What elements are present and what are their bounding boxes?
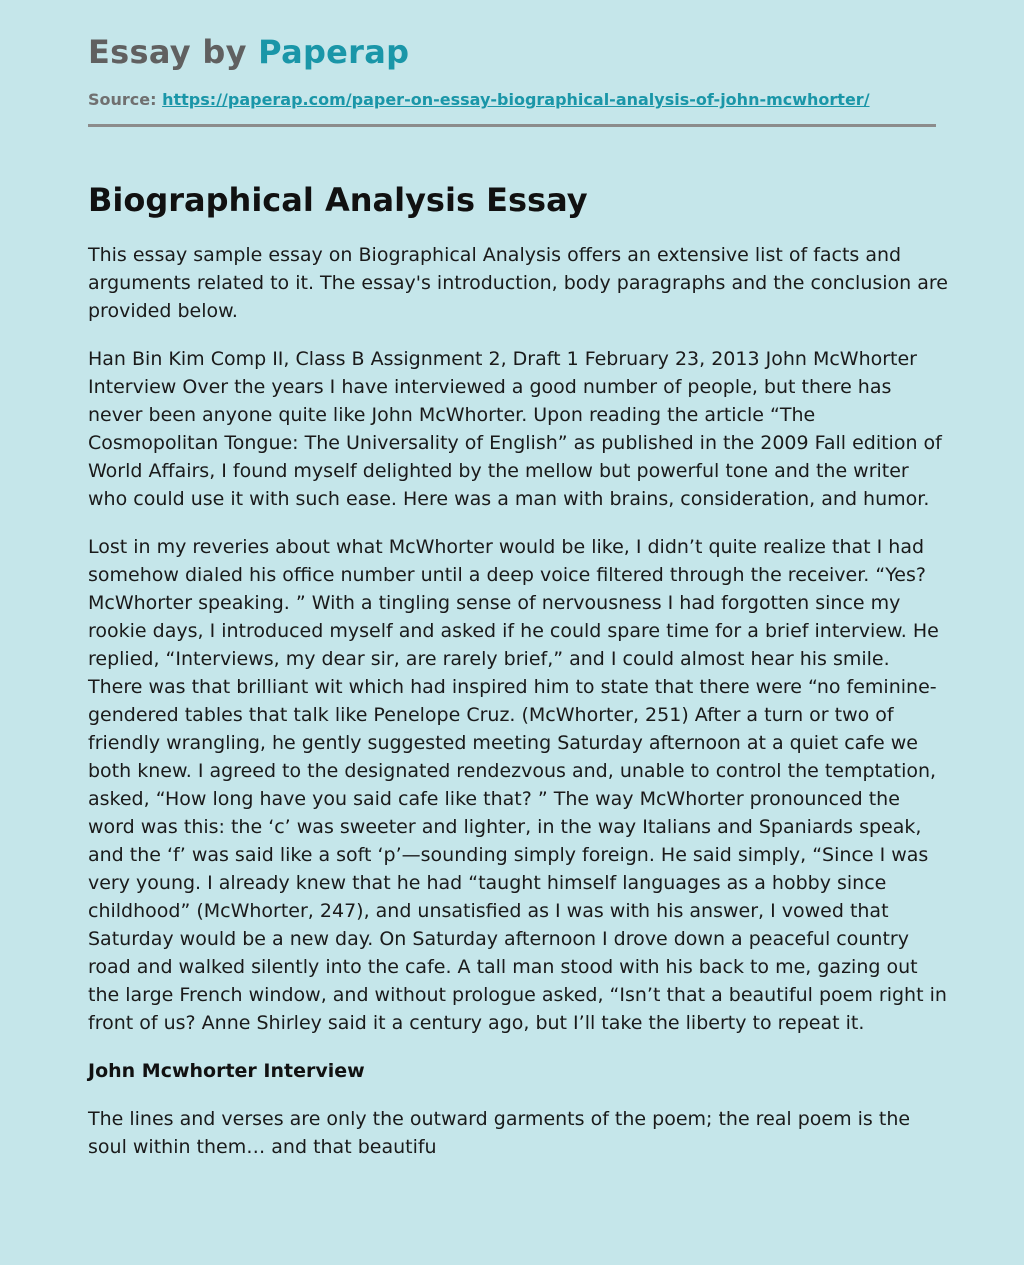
body-paragraph-1: Han Bin Kim Comp II, Class B Assignment 2, Draft 1 February 23, 2013 John McWhorter Interview Over the years I have interviewed a good number of people, but there has never been anyone quite like John McWhorter. Upon reading the article “The Cosmopolitan Tongue: The Universality of English” as published in the 2009 Fall edition of World Affairs, I found myself delighted by the mellow but powerful tone and the writer who could use it with such ease. Here was a man with brains, consideration, and humor. [88, 348, 942, 510]
brand-name: Paperap [258, 33, 410, 71]
essay-title: Biographical Analysis Essay [88, 181, 588, 219]
header-divider [88, 124, 936, 127]
source-label: Source: [88, 90, 163, 109]
source-link[interactable]: https://paperap.com/paper-on-essay-biographical-analysis-of-john-mcwhorter/ [162, 90, 870, 109]
brand-prefix: Essay by [88, 33, 259, 71]
section-heading: John Mcwhorter Interview [88, 1060, 365, 1082]
body-paragraph-3: The lines and verses are only the outward garments of the poem; the real poem is the soul within them… and that beautifu [88, 1108, 911, 1158]
body-paragraph-2: Lost in my reveries about what McWhorter would be like, I didn’t quite realize that I had somehow dialed his office number until a deep voice filtered through the receiver. “Yes? McWhorter speaking. ” With a tingling sense of nervousness I had forgotten since my rookie days, I introduced myself and asked if he could spare time for a brief interview. He replied, “Interviews, my dear sir, are rarely brief,” and I could almost hear his smile. There was that brilliant wit which had inspired him to state that there were “no feminine-gendered tables that talk like Penelope Cruz. (McWhorter, 251) After a turn or two of friendly wrangling, he gently suggested meeting Saturday afternoon at a quiet cafe we both knew. I agreed to the designated rendezvous and, unable to control the temptation, asked, “How long have you said cafe like that? ” The way McWhorter pronounced the word was this: the ‘c’ was sweeter and lighter, in the way Italians and Spaniards speak, and the ‘f’ was said like a soft ‘p’—sounding simply foreign. He said simply, “Since I was very young. I already knew that he had “taught himself languages as a hobby since childhood” (McWhorter, 247), and unsatisfied as I was with his answer, I vowed that Saturday would be a new day. On Saturday afternoon I drove down a peaceful country road and walked silently into the cafe. A tall man stood with his back to me, gazing out the large French window, and without prologue asked, “Isn’t that a beautiful poem right in front of us? Anne Shirley said it a century ago, but I’ll take the liberty to repeat it. [88, 536, 947, 1034]
site-brand[interactable] [88, 30, 409, 74]
intro-paragraph: This essay sample essay on Biographical Analysis offers an extensive list of facts and arguments related to it. The essay's introduction, body paragraphs and the conclusion are provided below. [88, 244, 948, 322]
essay-body [88, 241, 948, 1181]
source-line [88, 89, 870, 111]
